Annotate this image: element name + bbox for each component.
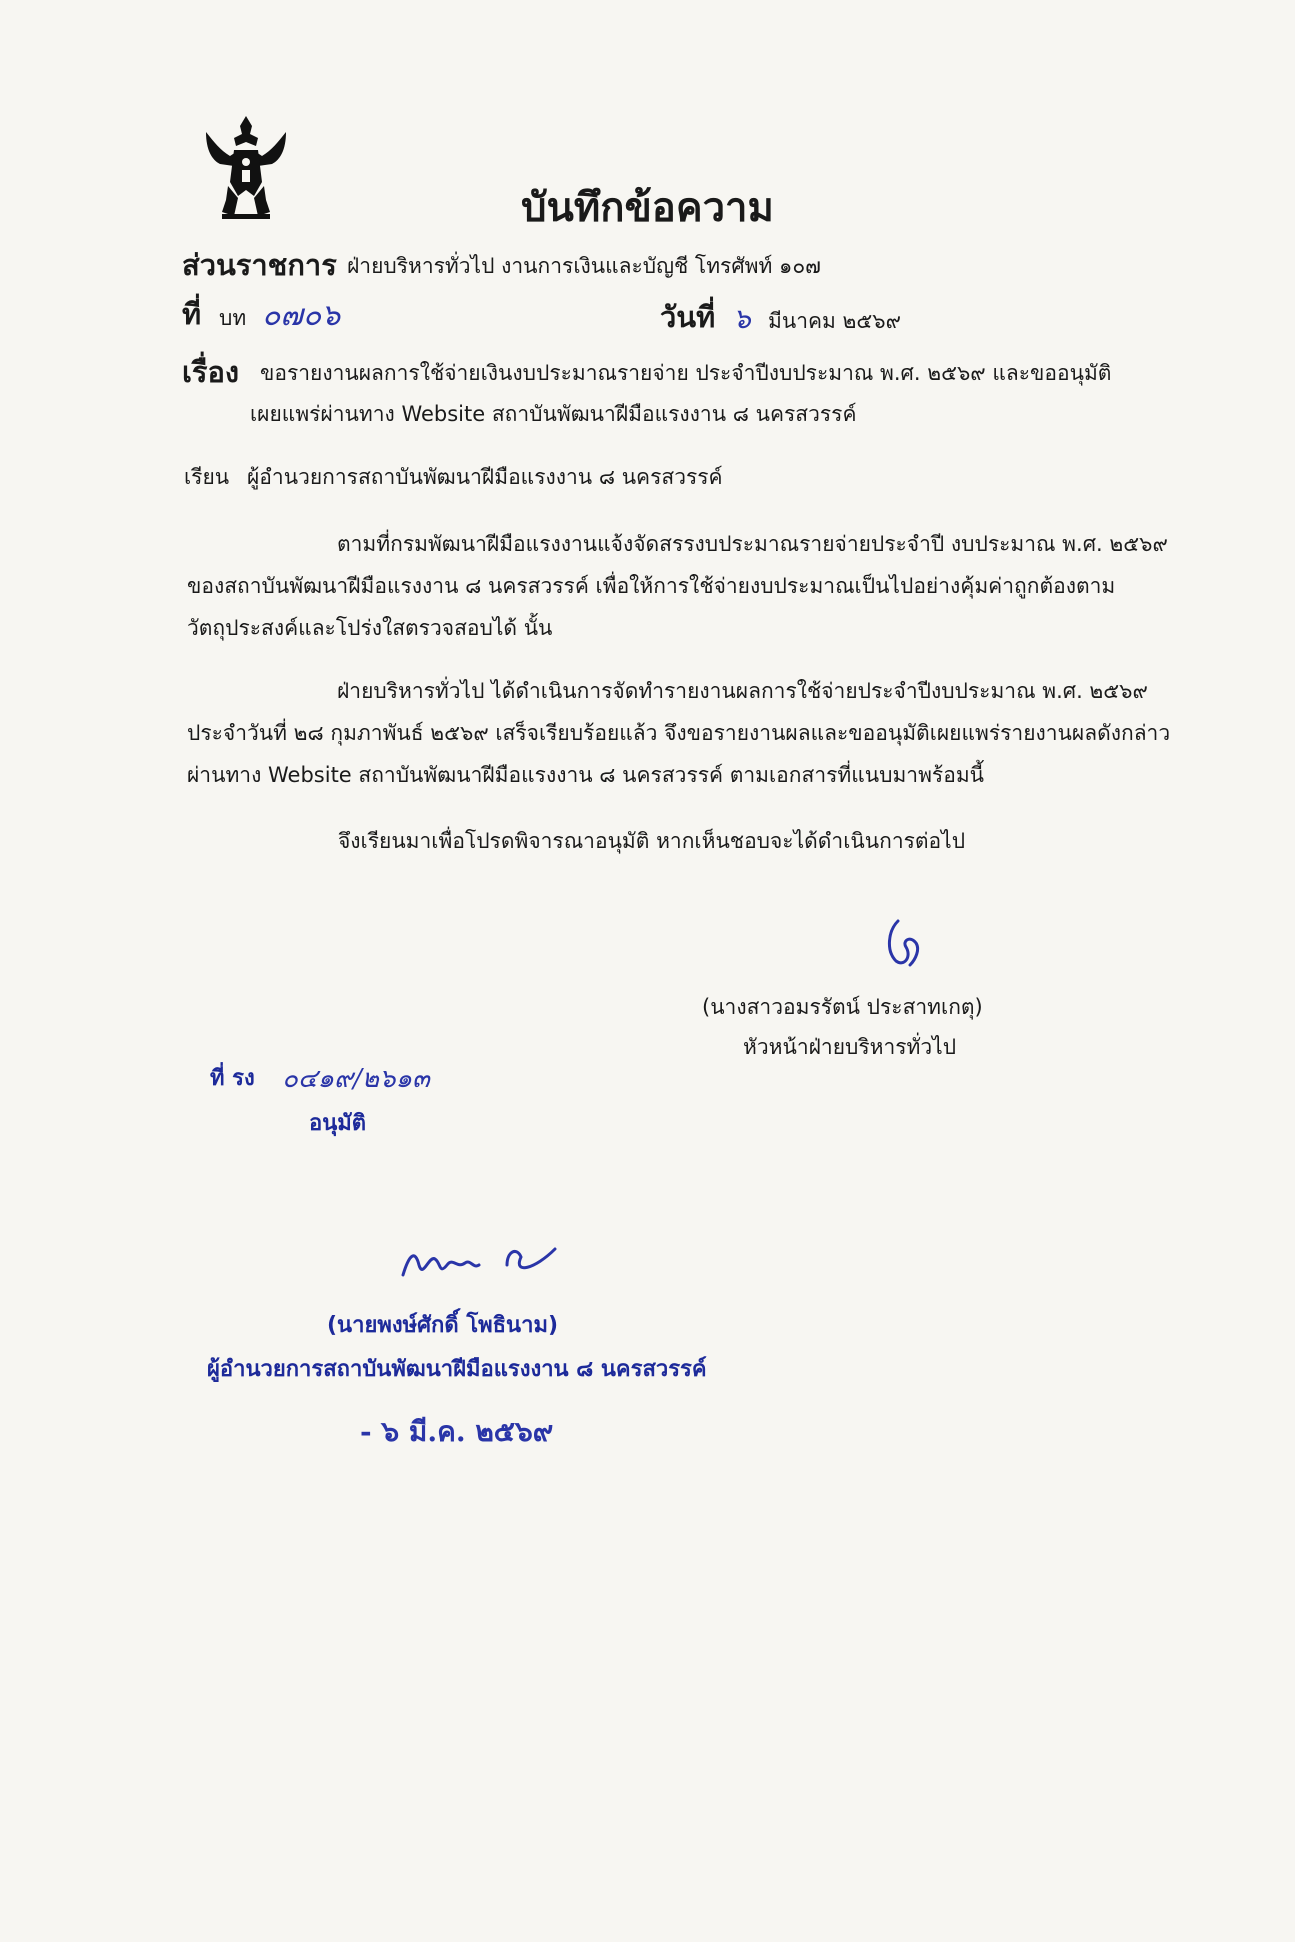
director-signature-icon bbox=[395, 1235, 565, 1290]
approval-decision: อนุมัติ bbox=[309, 1111, 367, 1136]
director-name: (นายพงษ์ศักดิ์ โพธินาม) bbox=[327, 1313, 559, 1338]
ref-label: ที่ bbox=[182, 297, 202, 331]
approval-ref-number: ๐๔๑๙/๒๖๑๓ bbox=[282, 1064, 430, 1094]
approval-date-stamp: - ๖ มี.ค. ๒๕๖๙ bbox=[360, 1415, 554, 1448]
signer-signature-icon bbox=[880, 915, 930, 975]
body-paragraph-1 bbox=[187, 523, 1197, 649]
body-paragraph-2-text: ฝ่ายบริหารทั่วไป ได้ดำเนินการจัดทำรายงานผลการใช้จ่ายประจำปีงบประมาณ พ.ศ. ๒๕๖๙ ประจำวันที่ ๒๘ กุมภาพันธ์ ๒๕๖๙ เสร็จเรียบร้อยแล้ว จึงขอรายงานผลและขออนุมัติเผยแพร่รายงานผลดังกล่าว ผ่านทาง Website สถาบันพัฒนาฝีมือแรงงาน ๘ นครสวรรค์ ตามเอกสารที่แนบมาพร้อมนี้ bbox=[187, 679, 1171, 787]
subject-line-2: เผยแพร่ผ่านทาง Website สถาบันพัฒนาฝีมือแรงงาน ๘ นครสวรรค์ bbox=[250, 402, 857, 426]
agency-value: ฝ่ายบริหารทั่วไป งานการเงินและบัญชี โทรศัพท์ ๑๐๗ bbox=[347, 254, 821, 278]
ref-handwritten-number: ๐๗๐๖ bbox=[262, 298, 341, 333]
body-paragraph-2 bbox=[187, 670, 1197, 796]
approval-ref-label: ที่ รง bbox=[210, 1066, 255, 1091]
director-position: ผู้อำนวยการสถาบันพัฒนาฝีมือแรงงาน ๘ นครสวรรค์ bbox=[207, 1357, 707, 1382]
date-handwritten-day: ๖ bbox=[733, 302, 751, 335]
closing-text: จึงเรียนมาเพื่อโปรดพิจารณาอนุมัติ หากเห็นชอบจะได้ดำเนินการต่อไป bbox=[338, 829, 966, 853]
to-value: ผู้อำนวยการสถาบันพัฒนาฝีมือแรงงาน ๘ นครสวรรค์ bbox=[247, 465, 723, 489]
subject-line-1: ขอรายงานผลการใช้จ่ายเงินงบประมาณรายจ่าย ประจำปีงบประมาณ พ.ศ. ๒๕๖๙ และขออนุมัติ bbox=[260, 361, 1112, 385]
date-label: วันที่ bbox=[660, 300, 716, 334]
body-paragraph-1-text: ตามที่กรมพัฒนาฝีมือแรงงานแจ้งจัดสรรงบประมาณรายจ่ายประจำปี งบประมาณ พ.ศ. ๒๕๖๙ ของสถาบันพัฒนาฝีมือแรงงาน ๘ นครสวรรค์ เพื่อให้การใช้จ่ายงบประมาณเป็นไปอย่างคุ้มค่าถูกต้องตามวัตถุประสงค์และโปร่งใสตรวจสอบได้ นั้น bbox=[187, 532, 1168, 640]
signer-position: หัวหน้าฝ่ายบริหารทั่วไป bbox=[743, 1035, 957, 1059]
subject-label: เรื่อง bbox=[182, 355, 240, 389]
memo-title: บันทึกข้อความ bbox=[521, 185, 774, 231]
signer-name: (นางสาวอมรรัตน์ ประสาทเกตุ) bbox=[702, 995, 983, 1019]
ref-prefix: บท bbox=[219, 306, 247, 330]
agency-label: ส่วนราชการ bbox=[182, 248, 337, 282]
to-label: เรียน bbox=[184, 465, 230, 489]
date-value: มีนาคม ๒๕๖๙ bbox=[768, 309, 902, 333]
